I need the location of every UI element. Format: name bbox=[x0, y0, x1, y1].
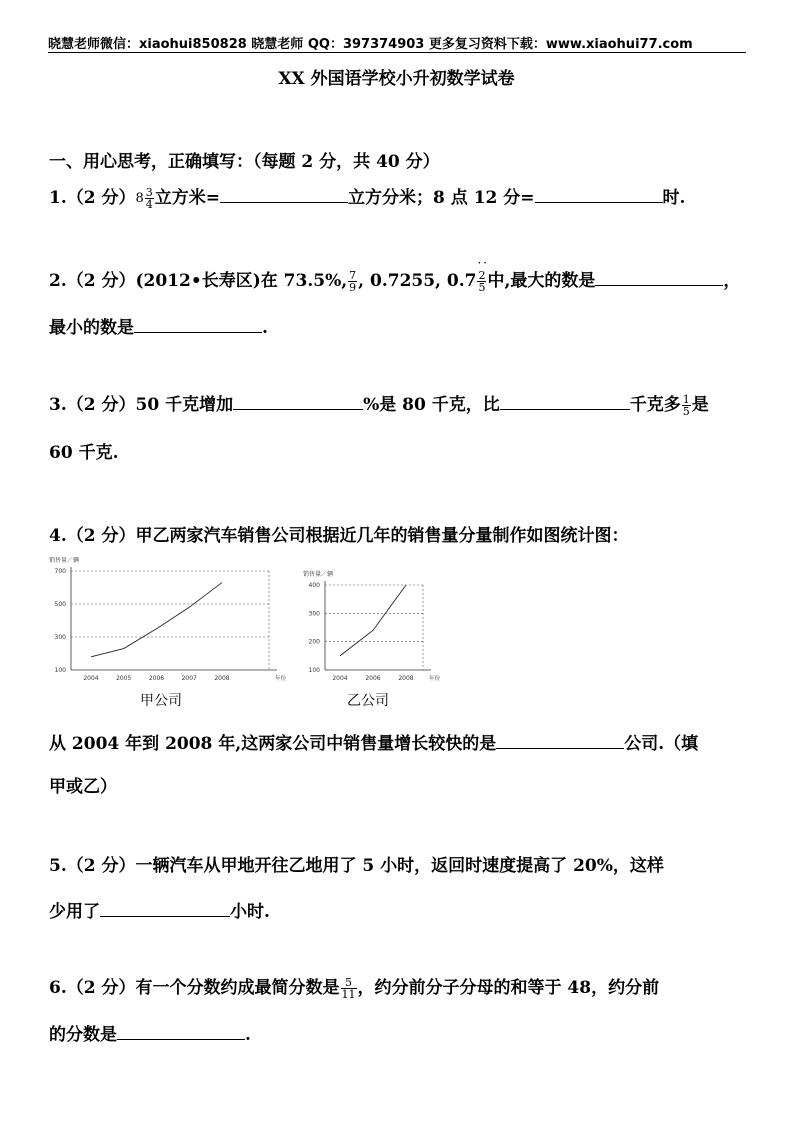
q3-prefix: 3.（2 分）50 千克增加 bbox=[49, 395, 234, 415]
q6-numerator: 5 bbox=[341, 977, 357, 989]
question-4: 4.（2 分）甲乙两家汽车销售公司根据近几年的销售量分量制作如图统计图： bbox=[49, 526, 629, 546]
q2-blank-1[interactable] bbox=[595, 267, 723, 286]
q3-text-2: 千克多 bbox=[629, 395, 681, 415]
q6-fraction bbox=[341, 977, 357, 1000]
question-6 bbox=[49, 973, 659, 1000]
q3-text-4: 60 千克. bbox=[49, 443, 119, 463]
q6-text-3: 的分数是 bbox=[49, 1025, 117, 1045]
chart-b-caption: 乙公司 bbox=[347, 693, 389, 709]
q1-numerator: 3 bbox=[145, 186, 153, 199]
chart-b-series-line bbox=[340, 585, 406, 656]
q2-text-2: 中,最大的数是 bbox=[487, 271, 596, 291]
chart-a-ytick: 700 bbox=[54, 568, 66, 575]
chart-a-xtick: 2006 bbox=[148, 675, 165, 682]
q3-denominator: 5 bbox=[682, 405, 690, 418]
q2-rep-top: · · 2 bbox=[478, 269, 486, 282]
chart-a-xtick: 2007 bbox=[181, 675, 197, 682]
q2-text-1: , 0.7255, 0.7 bbox=[358, 271, 477, 291]
question-4-line-3 bbox=[49, 772, 117, 797]
q3-numerator: 1 bbox=[682, 393, 690, 406]
q1-text-2: 立方分米；8 点 12 分= bbox=[348, 188, 535, 208]
chart-company-a bbox=[47, 557, 287, 689]
q2-denominator: 9 bbox=[349, 281, 357, 294]
chart-b-xtick: 2008 bbox=[398, 675, 414, 682]
q5-blank[interactable] bbox=[100, 898, 230, 917]
q6-blank[interactable] bbox=[117, 1021, 245, 1040]
chart-a-xtick: 2004 bbox=[83, 675, 99, 682]
q2-blank-2[interactable] bbox=[134, 314, 262, 333]
q3-text-1: %是 80 千克，比 bbox=[363, 395, 500, 415]
q3-text-3: 是 bbox=[691, 395, 709, 415]
q3-fraction bbox=[682, 394, 691, 417]
chart-company-b bbox=[295, 557, 455, 689]
q6-denominator: 11 bbox=[341, 988, 356, 1001]
q4-text-2: 公司.（填 bbox=[624, 734, 699, 754]
chart-b-ytick: 300 bbox=[308, 610, 320, 618]
q1-denominator: 4 bbox=[145, 198, 153, 211]
q1-text-1: 立方米= bbox=[154, 188, 221, 208]
chart-b-ytick: 400 bbox=[308, 582, 320, 589]
q3-blank-2[interactable] bbox=[500, 391, 630, 410]
header-divider bbox=[48, 52, 746, 53]
question-3-line-2 bbox=[49, 438, 119, 463]
q2-prefix: 2.（2 分）(2012•长寿区)在 73.5%, bbox=[49, 271, 348, 291]
chart-b-xtick: 2004 bbox=[332, 675, 348, 682]
q1-prefix: 1.（2 分） bbox=[49, 188, 136, 208]
question-2-line-2 bbox=[49, 313, 268, 338]
page-header: 晓慧老师微信：xiaohui850828 晓慧老师 QQ：397374903 更多复习资料下载：www.xiaohui77.com bbox=[48, 37, 693, 52]
chart-a-ytick: 300 bbox=[54, 634, 66, 641]
question-5-line-2 bbox=[49, 897, 270, 922]
chart-a-xtick: 2005 bbox=[116, 675, 132, 682]
chart-b-xtick: 2006 bbox=[365, 675, 381, 682]
chart-b-xlabel: 年份 bbox=[429, 676, 441, 682]
q2-repeating-digits bbox=[477, 270, 486, 293]
q5-text-2: 少用了 bbox=[49, 902, 100, 922]
q2-text-4: 最小的数是 bbox=[49, 318, 134, 338]
question-6-line-2 bbox=[49, 1020, 251, 1045]
q4-text-3: 甲或乙） bbox=[49, 777, 117, 797]
q2-rep-bottom: 5 bbox=[478, 281, 486, 294]
question-4-answer-line bbox=[49, 729, 698, 754]
q2-text-5: . bbox=[262, 318, 268, 338]
q1-whole: 8 bbox=[135, 191, 144, 206]
question-2 bbox=[49, 266, 740, 293]
chart-a-caption: 甲公司 bbox=[140, 693, 182, 709]
chart-a-series-line bbox=[91, 583, 222, 657]
q2-numerator: 7 bbox=[349, 269, 357, 282]
chart-a-ytick: 100 bbox=[54, 667, 66, 674]
q3-blank-1[interactable] bbox=[233, 391, 363, 410]
question-1 bbox=[49, 183, 685, 210]
chart-a-xlabel: 年份 bbox=[275, 676, 287, 682]
chart-b-ytick: 100 bbox=[308, 667, 320, 674]
q5-text-3: 小时. bbox=[230, 902, 270, 922]
chart-b-ylabel: 销售量／辆 bbox=[303, 571, 334, 578]
chart-b-ytick: 200 bbox=[308, 638, 320, 646]
q6-text-2: ，约分前分子分母的和等于 48，约分前 bbox=[357, 978, 660, 998]
q2-fraction bbox=[348, 270, 357, 293]
q6-text-4: . bbox=[245, 1025, 251, 1045]
q6-text-1: 6.（2 分）有一个分数约成最简分数是 bbox=[49, 978, 340, 998]
q1-blank-2[interactable] bbox=[535, 184, 663, 203]
q4-blank[interactable] bbox=[496, 730, 624, 749]
page-title: XX 外国语学校小升初数学试卷 bbox=[278, 69, 515, 89]
q1-blank-1[interactable] bbox=[220, 184, 348, 203]
q1-text-3: 时. bbox=[662, 188, 686, 208]
chart-a-xtick: 2008 bbox=[214, 675, 230, 682]
q4-text-1: 从 2004 年到 2008 年,这两家公司中销售量增长较快的是 bbox=[49, 734, 497, 754]
section-heading: 一、用心思考，正确填写：（每题 2 分，共 40 分） bbox=[49, 152, 440, 172]
q1-fraction bbox=[145, 187, 154, 210]
q2-text-3: ， bbox=[723, 271, 741, 291]
question-3 bbox=[49, 390, 709, 417]
question-5: 5.（2 分）一辆汽车从甲地开往乙地用了 5 小时，返回时速度提高了 20%，这样 bbox=[49, 856, 664, 876]
chart-a-ylabel: 销售量／辆 bbox=[49, 557, 80, 564]
chart-a-ytick: 500 bbox=[54, 601, 66, 608]
